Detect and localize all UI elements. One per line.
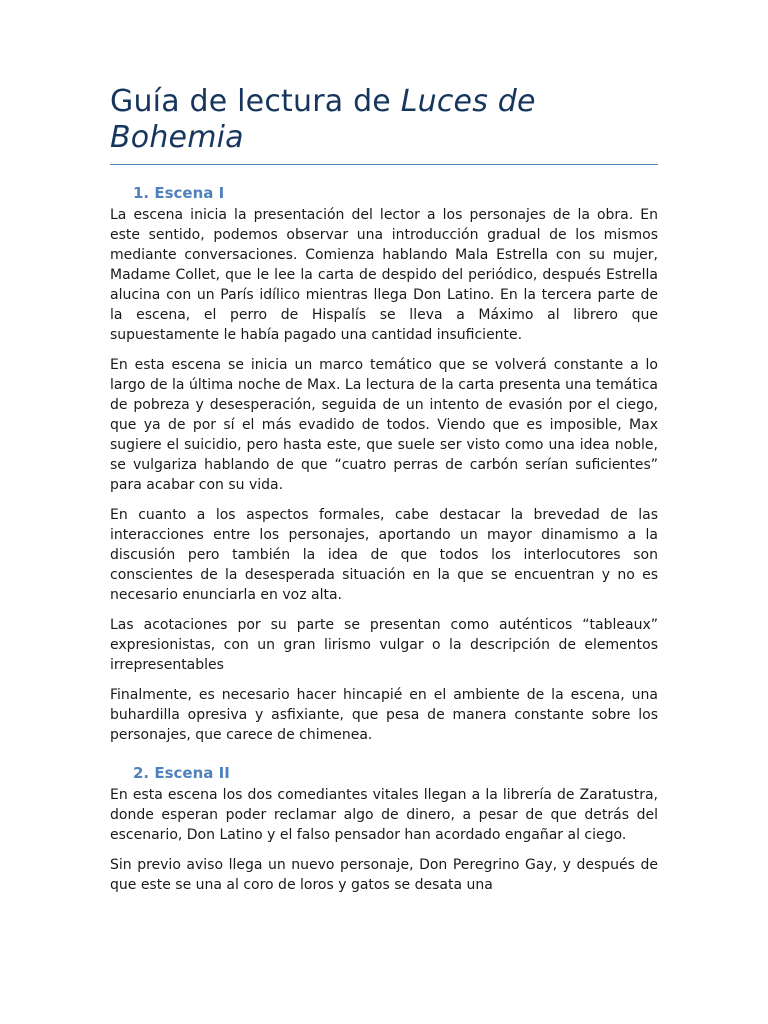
title-plain: Guía de lectura de: [110, 84, 401, 119]
paragraph: Las acotaciones por su parte se presentan como auténticos “tableaux” expresionistas, con un gran lirismo vulgar o la descripción de elementos irrepresentables: [110, 617, 658, 673]
section-heading: 2. Escena II: [133, 764, 230, 782]
title-italic: Luces de Bohemia: [110, 84, 536, 155]
paragraph: Sin previo aviso llega un nuevo personaje, Don Peregrino Gay, y después de que este se una al coro de loros y gatos se desata una: [110, 857, 658, 893]
paragraph: En esta escena se inicia un marco temático que se volverá constante a lo largo de la última noche de Max. La lectura de la carta presenta una temática de pobreza y desesperación, seguida de un intento de evasión por el ciego, que ya de por sí el más evadido de todos. Viendo que es imposible, Max sugiere el suicidio, pero hasta este, que suele ser visto como una idea noble, se vulgariza hablando de que “cuatro perras de carbón serían suficientes” para acabar con su vida.: [110, 357, 658, 493]
paragraph: En esta escena los dos comediantes vitales llegan a la librería de Zaratustra, donde esperan poder reclamar algo de dinero, a pesar de que detrás del escenario, Don Latino y el falso pensador han acordado engañar al ciego.: [110, 787, 658, 843]
paragraph: En cuanto a los aspectos formales, cabe destacar la brevedad de las interacciones entre los personajes, aportando un mayor dinamismo a la discusión pero también la idea de que todos los interlocutores son conscientes de la desesperada situación en la que se encuentran y no es necesario enunciarla en voz alta.: [110, 507, 658, 603]
section-heading: 1. Escena I: [133, 184, 225, 202]
section-escena-1: [110, 183, 658, 745]
paragraph: La escena inicia la presentación del lector a los personajes de la obra. En este sentido, podemos observar una introducción gradual de los mismos mediante conversaciones. Comienza hablando Mala Estrella con su mujer, Madame Collet, que le lee la carta de despido del periódico, después Estrella alucina con un París idílico mientras llega Don Latino. En la tercera parte de la escena, el perro de Hispalís se lleva a Máximo al librero que supuestamente le había pagado una cantidad insuficiente.: [110, 207, 658, 343]
section-escena-2: [110, 763, 658, 895]
document-page: [110, 84, 658, 905]
document-title: [110, 84, 658, 165]
paragraph: Finalmente, es necesario hacer hincapié en el ambiente de la escena, una buhardilla opresiva y asfixiante, que pesa de manera constante sobre los personajes, que carece de chimenea.: [110, 687, 658, 743]
